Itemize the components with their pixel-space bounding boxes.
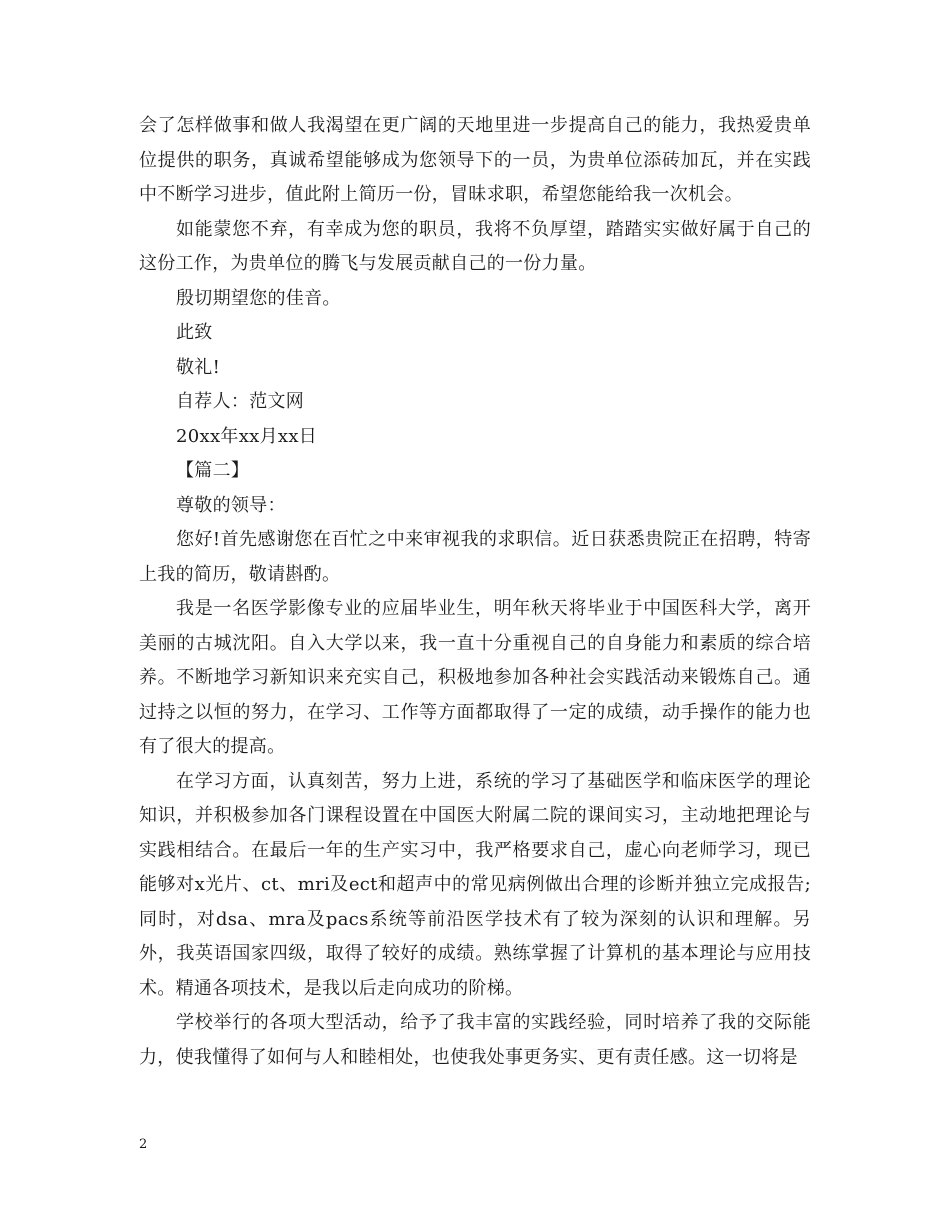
- page-number: 2: [139, 1137, 148, 1152]
- salutation-closing: 此致: [176, 322, 213, 343]
- signature-line: 自荐人：范文网: [176, 391, 305, 412]
- date-line: 20xx年xx月xx日: [176, 425, 318, 447]
- paragraph: 如能蒙您不弃，有幸成为您的职员，我将不负厚望，踏踏实实做好属于自己的这份工作，为贵单位的腾飞与发展贡献自己的一份力量。: [139, 218, 811, 274]
- salutation-regards: 敬礼!: [176, 356, 221, 378]
- paragraph: 学校举行的各项大型活动，给予了我丰富的实践经验，同时培养了我的交际能力，使我懂得了如何与人和睦相处，也使我处事更务实、更有责任感。这一切将是: [139, 1012, 811, 1068]
- paragraph: 殷切期望您的佳音。: [176, 287, 341, 309]
- greeting: 尊敬的领导：: [176, 494, 286, 516]
- section-heading: 【篇二】: [176, 460, 250, 481]
- paragraph: 会了怎样做事和做人我渴望在更广阔的天地里进一步提高自己的能力，我热爱贵单位提供的职务，真诚希望能够成为您领导下的一员，为贵单位添砖加瓦，并在实践中不断学习进步，值此附上简历一份，冒昧求职，希望您能给我一次机会。: [139, 115, 811, 205]
- paragraph: 您好!首先感谢您在百忙之中来审视我的求职信。近日获悉贵院正在招聘，特寄上我的简历，敬请斟酌。: [139, 529, 811, 585]
- document-body: [139, 109, 811, 1075]
- paragraph: 在学习方面，认真刻苦，努力上进，系统的学习了基础医学和临床医学的理论知识，并积极参加各门课程设置在中国医大附属二院的课间实习，主动地把理论与实践相结合。在最后一年的生产实习中，我严格要求自己，虚心向老师学习，现已能够对x光片、ct、mri及ect和超声中的常见病例做出合理的诊断并独立完成报告;同时，对dsa、mra及pacs系统等前沿医学技术有了较为深刻的认识和理解。另外，我英语国家四级，取得了较好的成绩。熟练掌握了计算机的基本理论与应用技术。精通各项技术，是我以后走向成功的阶梯。: [139, 770, 811, 999]
- paragraph: 我是一名医学影像专业的应届毕业生，明年秋天将毕业于中国医科大学，离开美丽的古城沈阳。自入大学以来，我一直十分重视自己的自身能力和素质的综合培养。不断地学习新知识来充实自己，积极地参加各种社会实践活动来锻炼自己。通过持之以恒的努力，在学习、工作等方面都取得了一定的成绩，动手操作的能力也有了很大的提高。: [139, 598, 811, 757]
